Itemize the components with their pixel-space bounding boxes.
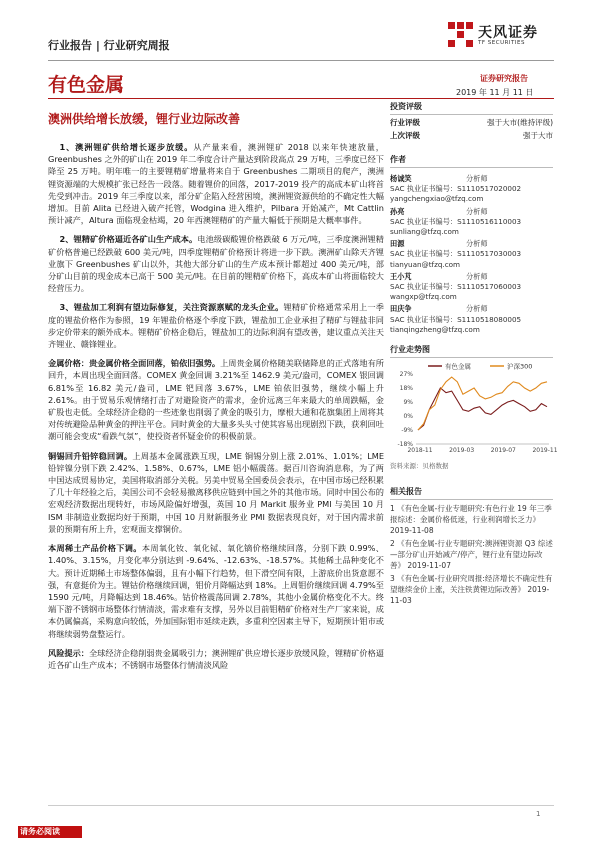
report-date: 2019 年 11 月 11 日 (456, 88, 534, 97)
brand-logo-icon (448, 22, 474, 52)
author-name: 王小芃 (390, 271, 412, 281)
author-name: 田庆争 (390, 304, 412, 314)
paragraph-lead: 2、锂精矿价格逼近各矿山生产成本。 (59, 234, 198, 245)
divider (390, 357, 553, 358)
author-role: 分析师 (466, 174, 488, 183)
author-cert: SAC 执业证书编号：S1110517030003 (390, 249, 522, 259)
author-cert: SAC 执业证书编号：S1110518080005 (390, 314, 522, 324)
trend-chart (390, 360, 558, 458)
chart-source: 资料来源：贝格数据 (390, 462, 449, 470)
author-email[interactable]: wangxp@tfzq.com (390, 292, 457, 302)
author-cert: SAC 执业证书编号：S1110517060003 (390, 282, 522, 292)
paragraph-lead: 金属价格：贵金属价格全面回落，铂依旧强势。 (48, 358, 221, 369)
divider (390, 167, 553, 168)
paragraph-lead: 本周稀土产品价格下调。 (48, 543, 142, 554)
related-list (390, 503, 553, 606)
related-title: 相关报告 (390, 487, 422, 496)
chart-panel (390, 344, 558, 470)
author-email[interactable]: tianyuan@tfzq.com (390, 259, 461, 269)
related-report-link[interactable]: 1 《有色金属-行业专题研究:有色行业 19 年三季报综述：金属价格低迷，行业利润增长乏力》 2019-11-08 (390, 504, 552, 535)
paragraph (48, 301, 384, 350)
paragraph (48, 357, 384, 442)
author-name: 杨诚笑 (390, 174, 412, 183)
rating-label: 行业评级 (390, 118, 420, 127)
author-email[interactable]: tianqingzheng@tfzq.com (390, 324, 480, 334)
rating-label: 上次评级 (390, 131, 420, 140)
paragraph-text: 上周贵金属价格随美联储降息的正式落地有所回升，本周出现全面回落。COMEX 黄金回调 3.21%至 1462.9 美元/盎司，COMEX 银回调 6.81%至 16.82 美元/盎司，LME 钯回落 3.67%，LME 铂依旧强势，继续小幅上升 2.61%。由于贸易乐观情绪打击了对避险资产的需求，金价远离三年来最大的单周跌幅，金矿股也走低。全球经济企稳的一些迹象也削弱了黄金的吸引力，摩根大通和花旗集团上周将其对传统避险品种黄金的押注平仓。同时黄金的大量多头头寸使其容易出现剧烈下跌，获利回吐潮可能会变成“看跌气氛”，使投资者怀疑金价的积极前景。 (48, 358, 384, 442)
brand-name: 天风证券 (478, 25, 538, 41)
series-line (418, 388, 547, 430)
rating-title: 投资评级 (390, 102, 422, 111)
author-email[interactable]: yangchengxiao@tfzq.com (390, 194, 484, 204)
author-role: 分析师 (466, 206, 488, 216)
author-entry (390, 272, 553, 303)
related-report-link[interactable]: 2 《有色金属-行业专题研究:澳洲锂资源 Q3 综述—部分矿山开始减产/停产，锂行业有望边际改善》 2019-11-07 (390, 539, 553, 570)
author-role: 分析师 (466, 239, 488, 249)
disclaimer-stamp-text: 请务必阅读 (20, 827, 60, 836)
author-name: 孙亮 (390, 206, 405, 216)
author-entry (390, 174, 553, 205)
paragraph-text: 电池级碳酸锂价格跌破 6 万元/吨，三季度澳洲锂精矿价格普遍已经跌破 600 美元/吨，四季度锂精矿价格预计将进一步下跌。澳洲矿山除天齐锂业旗下 Greenbushes 矿山以外，其他大部分矿山的生产成本预计都超过 400 美元/吨，部分矿山目前的现金成本已高于 500 美元/吨。在目前的锂精矿价格下，高成本矿山将面临较大经营压力。 (48, 234, 384, 294)
y-tick-label: -9% (401, 427, 413, 434)
x-tick-label: 2019-03 (449, 447, 475, 454)
paragraph-text: 从产量来看，澳洲锂矿 2018 以来年快速放量，Greenbushes 之外的矿山在 2019 年二季度合计产量达到阶段高点 29 万吨，三季度已经下降至 25 万吨。明年唯一的主要锂精矿增量将来自于 Greenbushes 二期项目的爬产，澳洲锂资源端的大规模扩张已经告一段落。随着锂价的回落，2017-2019 投产的高成本矿山将首先受到冲击。2019 年三季度以来，部分矿企陷入经营困境，澳洲锂资源供给的不确定性大幅增加。目前 Alita 已经进入破产托管，Wodgina 进入维护，Pilbara 开始减产，Mt Cattlin 预计减产，Altura 面临现金枯竭，20 年西澳锂精矿的产量大幅低于预期是大概率事件。 (48, 142, 384, 226)
paragraph (48, 450, 384, 535)
report-headline: 澳洲供给增长放缓，锂行业边际改善 (48, 112, 241, 126)
paragraph (48, 542, 384, 640)
author-role: 分析师 (466, 271, 488, 281)
author-entry (390, 207, 553, 238)
author-entry (390, 304, 553, 335)
rating-row (390, 129, 553, 142)
y-tick-label: 27% (399, 371, 413, 378)
y-tick-label: -18% (397, 441, 413, 448)
related-panel (390, 486, 553, 608)
paragraph-text: 全球经济企稳削弱贵金属吸引力；澳洲锂矿供应增长逐步放缓风险，锂精矿价格逼近各矿山生产成本；不锈钢市场整体行情清淡风险 (48, 647, 384, 670)
title-divider (48, 98, 554, 99)
report-body (48, 141, 384, 678)
breadcrumb: 行业报告 | 行业研究周报 (48, 39, 170, 52)
legend-label: 有色金属 (445, 362, 471, 371)
paragraph-lead: 铜锡回升铅锌稳回调。 (48, 450, 133, 461)
paragraph-text: 本周氧化钕、氧化铽、氧化镝价格继续回落，分别下跌 0.99%、1.40%、3.15%，月变化率分别达到 -9.64%、-12.63%、-18.57%。其他稀土品种变化不大。预计近期稀土市场整体偏弱，且有小幅下行趋势，但下滑空间有限，上游底价出货意愿不强，有意挺价为主。锂钴价格继续回调，钼价月降幅达到 18%。上周钼价继续回调 4.79%至 1590 元/吨，月降幅达到 18.46%。钴价格震荡回调 2.78%，其他小金属价格变化不大。终端下游不锈钢市场整体行情清淡，需求难有支撑，另外以目前钼精矿价格对生产厂家来说，成本仍属偏高，采购意向较低，外加国际钼市延续走跌，多重利空因素主导下，短期预计钼市或将继续弱势盘整运行。 (48, 543, 384, 639)
x-tick-label: 2018-11 (407, 447, 433, 454)
related-report-link[interactable]: 3 《有色金属-行业研究周报:经济增长不确定性有望继续金价上涨，关注铁黄锂边际改善》 2019-11-03 (390, 574, 553, 605)
report-type: 证券研究报告 (480, 74, 528, 83)
brand-subtitle: TF SECURITIES (478, 40, 525, 46)
author-email[interactable]: sunliang@tfzq.com (390, 227, 459, 237)
rating-row (390, 116, 553, 129)
paragraph-text: 锂精矿价格通常采用上一季度的锂盐价格作为参照，19 年锂盐价格逐个季度下跌，锂盐加工企业承担了精矿与锂盐非同步定价带来的额外成本。锂精矿价格企稳后，锂盐加工的边际利润有望改善，建议重点关注天齐锂业、赣锋锂业。 (48, 302, 384, 350)
y-tick-label: 0% (403, 413, 413, 420)
authors-list (390, 174, 553, 335)
rating-value: 强于大市(维持评级) (487, 118, 553, 127)
divider (390, 114, 553, 115)
y-tick-label: 18% (399, 385, 413, 392)
paragraph (48, 647, 384, 671)
divider (390, 499, 553, 500)
author-cert: SAC 执业证书编号：S1110516110003 (390, 216, 522, 226)
paragraph-lead: 风险提示： (48, 647, 89, 658)
chart-title: 行业走势图 (390, 345, 430, 354)
authors-title: 作者 (390, 155, 406, 164)
rating-value: 强于大市 (523, 131, 553, 140)
paragraph-lead: 1、澳洲锂矿供给增长逐步放缓。 (59, 142, 194, 152)
author-cert: SAC 执业证书编号：S1110517020002 (390, 184, 522, 194)
sector-title: 有色金属 (48, 74, 125, 96)
paragraph (48, 233, 384, 294)
page-number: 1 (536, 810, 541, 818)
y-tick-label: 9% (403, 399, 413, 406)
author-entry (390, 239, 553, 270)
x-tick-label: 2019-07 (490, 447, 516, 454)
header-divider (48, 60, 554, 61)
legend-label: 沪深300 (507, 362, 533, 371)
paragraph-lead: 3、锂盐加工利润有望边际修复，关注资源禀赋的龙头企业。 (59, 302, 284, 313)
rating-panel (390, 101, 553, 142)
authors-panel (390, 154, 553, 337)
paragraph-text: 上周基本金属涨跌互现，LME 铜锡分别上涨 2.01%、1.01%；LME 铅锌镍分别下跌 2.42%、1.58%、0.67%，LME 铝小幅震荡。据百川咨询消息称，为了两中国达成贸易协定，美国将取消部分关税。另美中贸易全国委员会表示，在中国市场已经积累了几十年经验之后，美国公司不会轻易撤离移供应链到中国之外的其他市场。同时中国公布的宏观经济数据出现转好，市场风险偏好增强，英国 10 月 Markit 服务业 PMI 与美国 10 月 ISM 非制造业数据均好于预期，中国 10 月财新服务业 PMI 数据表现良好，对于国内需求前景的预期有所上升，宏观面支撑铜价。 (48, 450, 384, 534)
x-tick-label: 2019-11 (532, 447, 558, 454)
paragraph (48, 141, 384, 226)
author-name: 田源 (390, 239, 405, 249)
footer-divider (48, 805, 554, 806)
series-line (418, 377, 547, 430)
author-role: 分析师 (466, 304, 488, 314)
